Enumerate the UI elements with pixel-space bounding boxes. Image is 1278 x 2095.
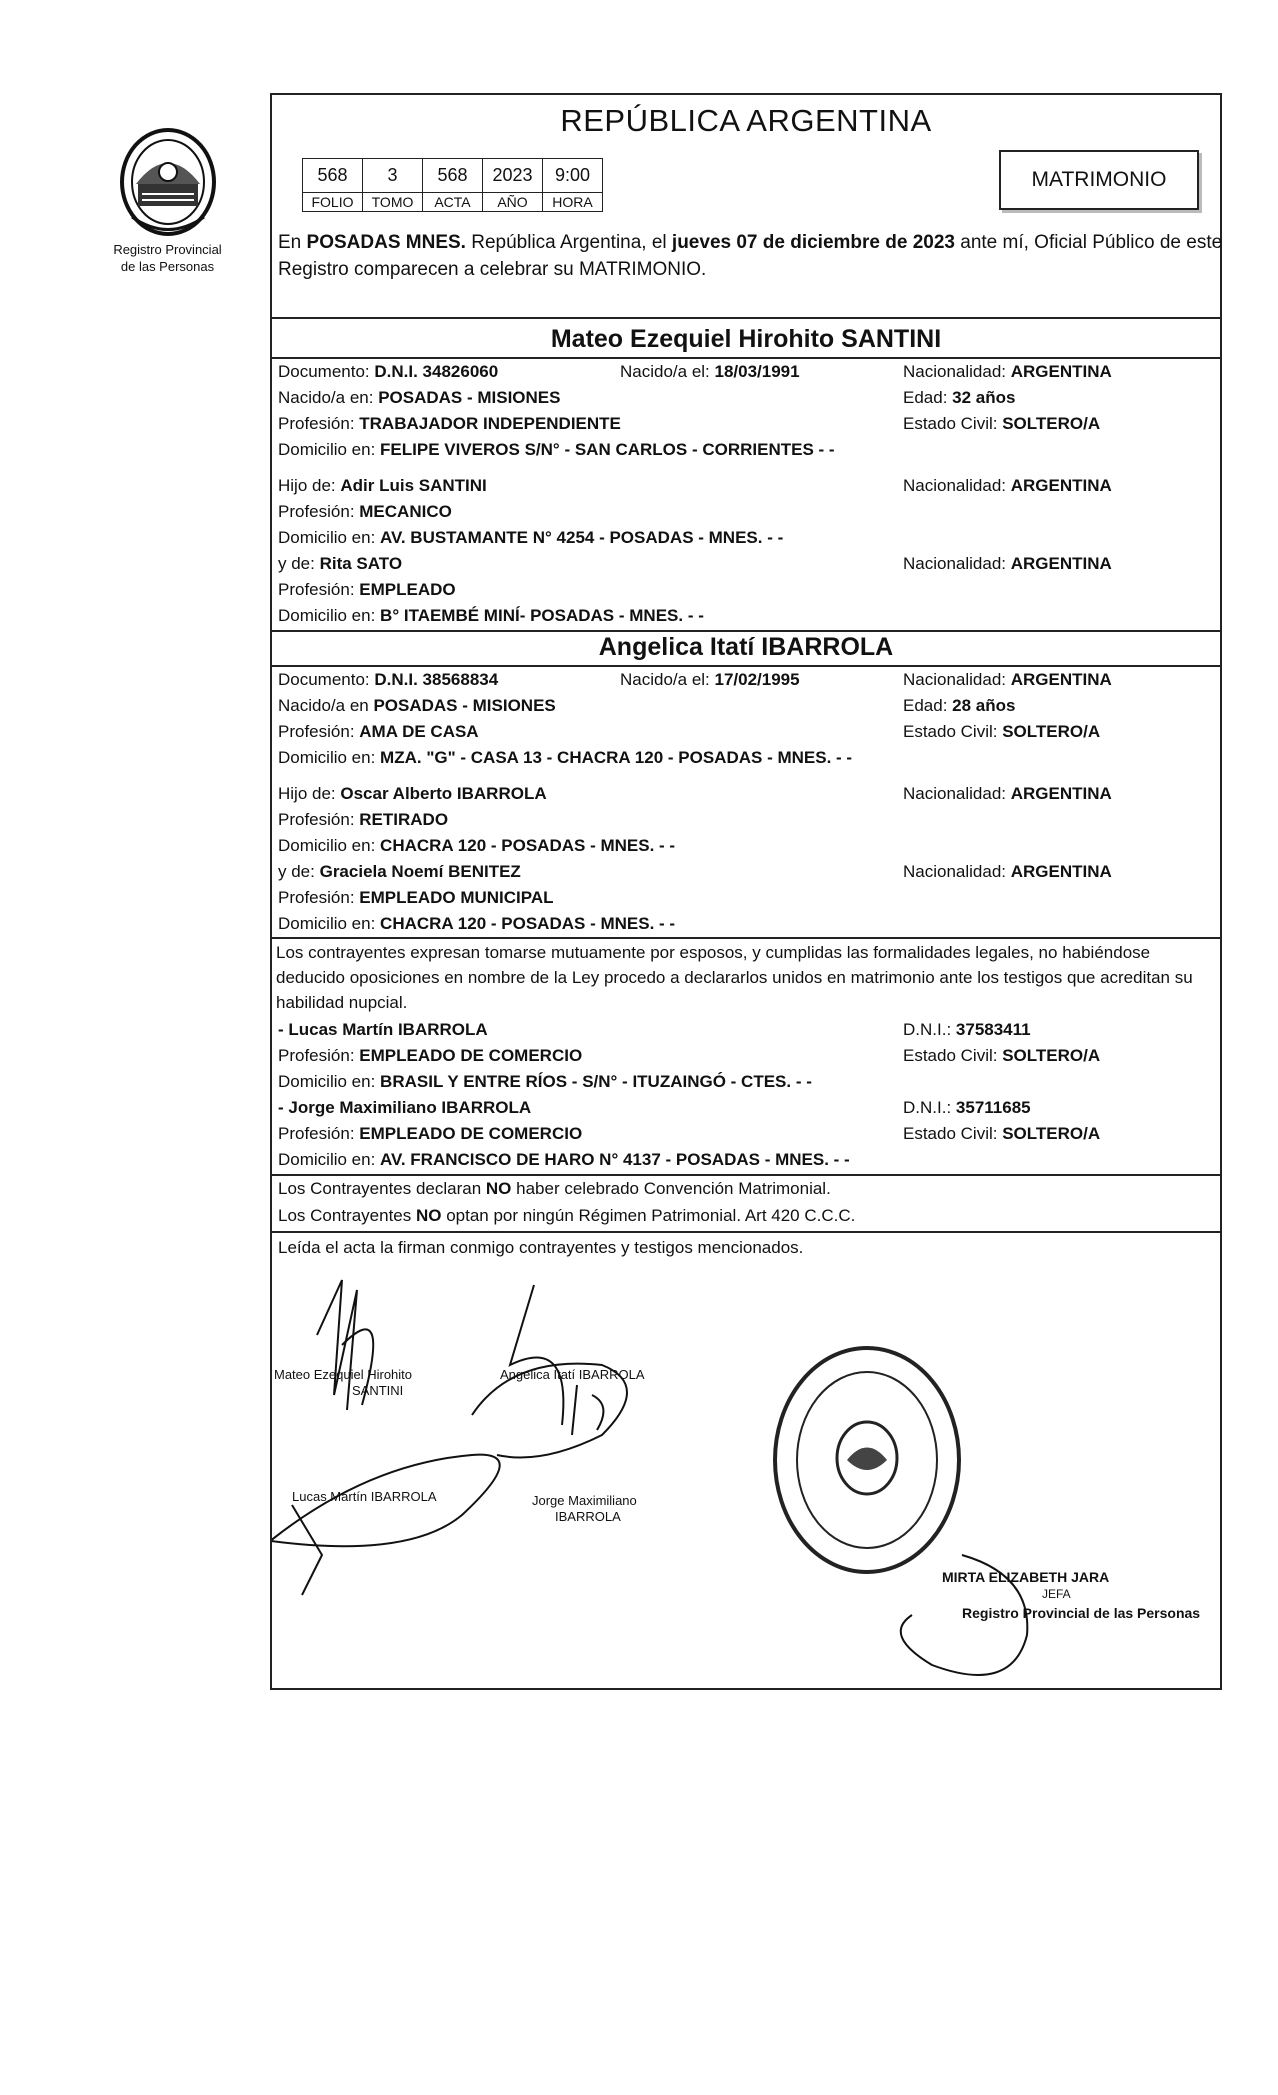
witness2-dni: D.N.I.: 35711685 (903, 1098, 1031, 1117)
witness1-address: Domicilio en: BRASIL Y ENTRE RÍOS - S/N° - ITUZAINGÓ - CTES. - - (278, 1072, 812, 1091)
groom-signature-label-1: Mateo Ezequiel Hirohito (274, 1367, 413, 1382)
groom-birthplace: Nacido/a en: POSADAS - MISIONES (278, 388, 561, 407)
witness1-dni: D.N.I.: 37583411 (903, 1020, 1031, 1039)
groom-age: Edad: 32 años (903, 388, 1016, 407)
official-name: MIRTA ELIZABETH JARA (942, 1569, 1110, 1585)
groom-civil-status: Estado Civil: SOLTERO/A (903, 414, 1101, 433)
bride-mother-nationality: Nacionalidad: ARGENTINA (903, 862, 1112, 881)
groom-birthdate: Nacido/a el: 18/03/1991 (620, 362, 800, 381)
hour-label: HORA (543, 193, 603, 212)
witness1-name: - Lucas Martín IBARROLA (278, 1020, 488, 1039)
hour-value: 9:00 (543, 159, 603, 193)
bride-name: Angelica Itatí IBARROLA (598, 633, 894, 661)
intro-mid: República Argentina, el (465, 232, 672, 253)
groom-signature-label-2: SANTINI (352, 1383, 404, 1398)
groom-mother-address: Domicilio en: B° ITAEMBÉ MINÍ- POSADAS - MNES. - - (278, 606, 704, 625)
intro-suffix: ante mí, Oficial Público de este Registro comparecen a celebrar su MATRIMONIO. (278, 232, 1223, 280)
intro-place: POSADAS MNES. (306, 232, 466, 253)
witness2-signature-label-1: Jorge Maximiliano (532, 1493, 637, 1508)
marriage-certificate (270, 93, 1222, 1690)
groom-father: Hijo de: Adir Luis SANTINI (278, 476, 487, 495)
bride-address: Domicilio en: MZA. "G" - CASA 13 - CHACRA 120 - POSADAS - MNES. - - (278, 748, 853, 767)
groom-profession: Profesión: TRABAJADOR INDEPENDIENTE (278, 414, 621, 433)
bride-document: Documento: D.N.I. 38568834 (278, 670, 499, 689)
bride-signature-label: Angelica Itatí IBARROLA (500, 1367, 645, 1382)
groom-father-profession: Profesión: MECANICO (278, 502, 452, 521)
acta-value: 568 (423, 159, 483, 193)
bride-birthdate: Nacido/a el: 17/02/1995 (620, 670, 800, 689)
witness1-signature-label: Lucas Martín IBARROLA (292, 1489, 437, 1504)
acta-label: ACTA (423, 193, 483, 212)
bride-mother-address: Domicilio en: CHACRA 120 - POSADAS - MNES. - - (278, 914, 676, 933)
closing-text: Leída el acta la firman conmigo contrayentes y testigos mencionados. (278, 1238, 804, 1257)
official-role: JEFA (1042, 1587, 1071, 1601)
official-office: Registro Provincial de las Personas (962, 1605, 1201, 1621)
declaration-text: Los contrayentes expresan tomarse mutuamente por esposos, y cumplidas las formalidades legales, no habiéndose deducido oposiciones en nombre de la Ley procedo a declararlos unidos en matrimonio ante los testigos que acreditan su habilidad nupcial. (276, 943, 1193, 1012)
tomo-value: 3 (363, 159, 423, 193)
bride-father-profession: Profesión: RETIRADO (278, 810, 449, 829)
regime-patrimonial: Los Contrayentes NO optan por ningún Régimen Patrimonial. Art 420 C.C.C. (278, 1206, 856, 1225)
bride-father: Hijo de: Oscar Alberto IBARROLA (278, 784, 547, 803)
bride-mother: y de: Graciela Noemí BENITEZ (278, 862, 521, 881)
groom-father-address: Domicilio en: AV. BUSTAMANTE N° 4254 - POSADAS - MNES. - - (278, 528, 784, 547)
registry-logo (95, 122, 240, 274)
registry-name-line2: de las Personas (120, 259, 215, 274)
folio-value: 568 (303, 159, 363, 193)
groom-address: Domicilio en: FELIPE VIVEROS S/N° - SAN CARLOS - CORRIENTES - - (278, 440, 835, 459)
groom-mother-nationality: Nacionalidad: ARGENTINA (903, 554, 1112, 573)
intro-prefix: En (278, 232, 307, 253)
witness2-civil-status: Estado Civil: SOLTERO/A (903, 1124, 1101, 1143)
year-value: 2023 (483, 159, 543, 193)
official-stamp-icon (767, 1340, 967, 1580)
provincial-seal-icon (112, 122, 224, 240)
groom-name: Mateo Ezequiel Hirohito SANTINI (550, 325, 942, 353)
witness2-address: Domicilio en: AV. FRANCISCO DE HARO N° 4137 - POSADAS - MNES. - - (278, 1150, 850, 1169)
folio-label: FOLIO (303, 193, 363, 212)
tomo-label: TOMO (363, 193, 423, 212)
bride-age: Edad: 28 años (903, 696, 1016, 715)
regime-convention: Los Contrayentes declaran NO haber celebrado Convención Matrimonial. (278, 1179, 831, 1198)
groom-document: Documento: D.N.I. 34826060 (278, 362, 499, 381)
witness2-name: - Jorge Maximiliano IBARROLA (278, 1098, 532, 1117)
record-type-box: MATRIMONIO (999, 150, 1199, 210)
witness2-profession: Profesión: EMPLEADO DE COMERCIO (278, 1124, 583, 1143)
year-label: AÑO (483, 193, 543, 212)
registry-name-line1: Registro Provincial (113, 242, 222, 257)
witness1-civil-status: Estado Civil: SOLTERO/A (903, 1046, 1101, 1065)
witness2-signature-label-2: IBARROLA (555, 1509, 621, 1524)
bride-father-nationality: Nacionalidad: ARGENTINA (903, 784, 1112, 803)
bride-civil-status: Estado Civil: SOLTERO/A (903, 722, 1101, 741)
groom-mother-profession: Profesión: EMPLEADO (278, 580, 456, 599)
signature-strokes (272, 95, 1223, 1688)
intro-date: jueves 07 de diciembre de 2023 (671, 232, 955, 253)
bride-profession: Profesión: AMA DE CASA (278, 722, 479, 741)
bride-nationality: Nacionalidad: ARGENTINA (903, 670, 1112, 689)
witness1-profession: Profesión: EMPLEADO DE COMERCIO (278, 1046, 583, 1065)
bride-mother-profession: Profesión: EMPLEADO MUNICIPAL (278, 888, 554, 907)
page-title: REPÚBLICA ARGENTINA (560, 103, 932, 138)
groom-father-nationality: Nacionalidad: ARGENTINA (903, 476, 1112, 495)
bride-father-address: Domicilio en: CHACRA 120 - POSADAS - MNES. - - (278, 836, 676, 855)
groom-nationality: Nacionalidad: ARGENTINA (903, 362, 1112, 381)
groom-mother: y de: Rita SATO (278, 554, 403, 573)
bride-birthplace: Nacido/a en POSADAS - MISIONES (278, 696, 556, 715)
